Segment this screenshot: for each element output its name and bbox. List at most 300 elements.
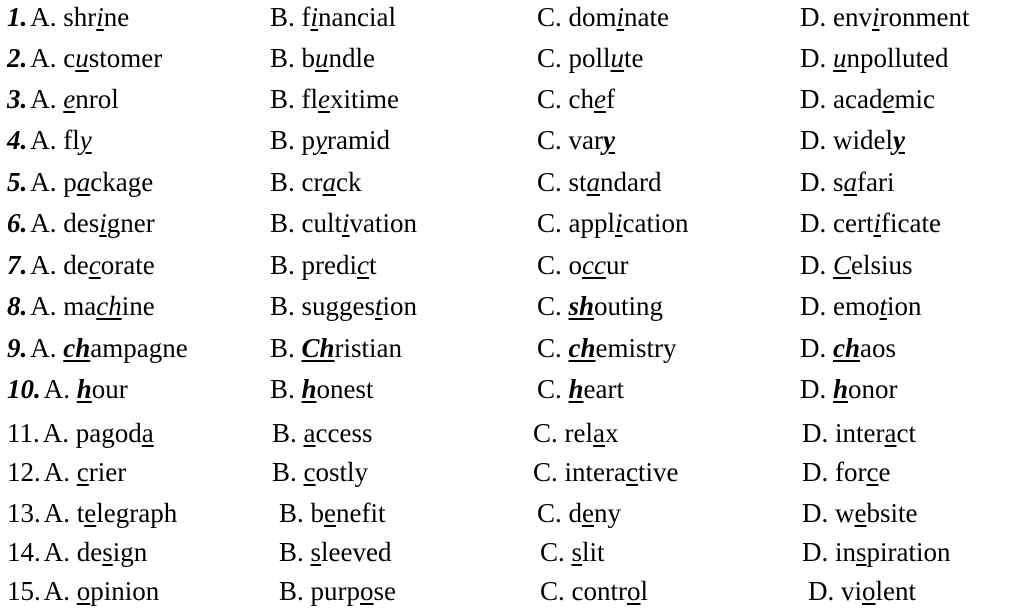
word-part: t (76, 498, 85, 528)
underlined-letters: a (303, 418, 316, 448)
word-part: widel (833, 125, 893, 155)
word-part: ostly (315, 457, 369, 487)
option-word (833, 208, 941, 238)
option-d (800, 287, 922, 325)
option-word (302, 250, 377, 280)
word-part: vation (349, 208, 418, 238)
word-part: f (301, 2, 311, 32)
option-word (302, 43, 376, 73)
underlined-letters: o (360, 576, 374, 606)
question-row (0, 414, 1024, 452)
underlined-letters: s (102, 537, 113, 567)
underlined-letters: a (884, 418, 897, 448)
option-letter: C. (533, 457, 558, 487)
option-word (565, 457, 679, 487)
option-word (835, 457, 890, 487)
underlined-letters: i (616, 2, 625, 32)
option-word (569, 498, 621, 528)
option-word (835, 498, 917, 528)
option-letter: D. (802, 457, 829, 487)
option-letter: C. (537, 84, 562, 114)
word-part: dom (568, 2, 617, 32)
option-letter: B. (270, 333, 295, 363)
option-letter: B. (270, 250, 295, 280)
option-word (569, 374, 625, 404)
option-a (7, 246, 155, 284)
underlined-letters: a (593, 418, 605, 448)
question-row (0, 370, 1024, 408)
word-part: vi (841, 576, 863, 606)
option-a (7, 163, 153, 201)
question-row (0, 572, 1024, 610)
option-word (833, 43, 949, 73)
question-row (0, 453, 1024, 491)
word-part: piration (866, 537, 951, 567)
word-part: legraph (96, 498, 178, 528)
option-d (800, 39, 949, 77)
word-part: lit (582, 537, 605, 567)
option-letter: B. (270, 208, 295, 238)
underlined-letters: h (76, 374, 92, 404)
option-word (311, 576, 397, 606)
word-part: our (91, 374, 128, 404)
question-row (0, 204, 1024, 242)
word-part: fari (857, 167, 895, 197)
option-b (279, 572, 396, 610)
option-b (270, 329, 402, 367)
word-part: aos (860, 333, 896, 363)
option-letter: D. (800, 167, 827, 197)
underlined-letters: i (342, 208, 350, 238)
option-word (833, 333, 896, 363)
word-part: o (568, 250, 583, 280)
word-part: orate (100, 250, 155, 280)
underlined-letters: h (568, 374, 584, 404)
option-d (802, 494, 917, 532)
word-part: pagod (75, 418, 142, 448)
option-word (569, 250, 629, 280)
word-part: des (63, 208, 100, 238)
word-part: d (568, 498, 583, 528)
word-part: ckage (90, 167, 154, 197)
option-a (7, 533, 147, 571)
option-c (537, 494, 621, 532)
word-part: intera (564, 457, 626, 487)
option-letter: A. (43, 498, 70, 528)
underlined-letters: i (871, 2, 880, 32)
word-part: p (63, 167, 77, 197)
underlined-letters: c (88, 250, 101, 280)
option-b (270, 39, 375, 77)
option-c (537, 246, 628, 284)
option-word (833, 167, 894, 197)
underlined-letters: t (879, 291, 888, 321)
option-a (7, 414, 154, 452)
option-letter: A. (30, 167, 57, 197)
option-word (76, 418, 154, 448)
option-b (270, 287, 417, 325)
question-number: 8. (7, 291, 28, 321)
word-part: e (878, 457, 891, 487)
option-d (800, 329, 896, 367)
option-letter: B. (270, 167, 295, 197)
word-part: in (835, 537, 857, 567)
option-word (833, 2, 969, 32)
option-word (63, 167, 153, 197)
underlined-letters: i (99, 208, 107, 238)
option-c (540, 572, 648, 610)
word-part: appl (568, 208, 616, 238)
word-part: ristian (334, 333, 403, 363)
option-letter: A. (42, 418, 69, 448)
word-part: inter (835, 418, 885, 448)
option-word (63, 333, 187, 363)
question-row (0, 533, 1024, 571)
option-b (272, 414, 372, 452)
option-letter: D. (800, 374, 827, 404)
option-word (833, 250, 913, 280)
option-a (7, 572, 159, 610)
option-word (77, 457, 126, 487)
option-letter: D. (800, 333, 827, 363)
option-word (569, 208, 689, 238)
option-word (302, 167, 362, 197)
option-d (800, 0, 969, 36)
word-part: tive (637, 457, 679, 487)
option-word (302, 2, 396, 32)
question-number: 5. (7, 167, 28, 197)
option-b (270, 246, 377, 284)
question-number: 10. (7, 374, 41, 404)
word-part: npolluted (846, 43, 949, 73)
word-part: ur (605, 250, 629, 280)
word-part: eart (583, 374, 625, 404)
word-part: st (568, 167, 587, 197)
option-word (302, 374, 374, 404)
option-b (270, 370, 374, 408)
word-part: f (605, 84, 615, 114)
option-c (537, 163, 662, 201)
option-word (302, 291, 418, 321)
underlined-letters: e (318, 84, 330, 114)
word-part: te (624, 43, 644, 73)
option-b (270, 121, 390, 159)
word-part: nate (624, 2, 670, 32)
option-d (802, 414, 916, 452)
underlined-letters: c (76, 457, 89, 487)
option-word (569, 125, 615, 155)
question-row (0, 246, 1024, 284)
option-word (77, 576, 160, 606)
option-c (540, 533, 605, 571)
underlined-letters: e (324, 498, 336, 528)
word-part: mic (894, 84, 935, 114)
option-d (808, 572, 916, 610)
option-a (7, 204, 155, 242)
option-letter: A. (30, 208, 57, 238)
word-part: p (301, 125, 316, 155)
option-word (63, 291, 154, 321)
option-c (533, 414, 618, 452)
option-a (7, 453, 126, 491)
option-letter: B. (270, 84, 295, 114)
question-number: 12. (7, 457, 41, 487)
word-part: ny (594, 498, 621, 528)
option-letter: C. (537, 125, 562, 155)
option-word (63, 43, 162, 73)
underlined-letters: a (322, 167, 336, 197)
question-number: 14. (7, 537, 41, 567)
word-part: ronment (879, 2, 970, 32)
word-part: cult (301, 208, 343, 238)
option-d (800, 204, 941, 242)
question-number: 1. (7, 2, 28, 32)
option-a (7, 329, 188, 367)
option-word (569, 2, 670, 32)
option-d (800, 163, 894, 201)
option-letter: D. (800, 250, 827, 280)
word-part: c (63, 43, 76, 73)
word-part: ine (121, 291, 155, 321)
option-d (802, 533, 951, 571)
word-part: fl (63, 125, 80, 155)
option-word (63, 125, 91, 155)
underlined-letters: o (627, 576, 641, 606)
underlined-letters: y (893, 125, 905, 155)
word-part: w (835, 498, 855, 528)
question-number: 6. (7, 208, 28, 238)
word-part: rel (564, 418, 593, 448)
underlined-letters: t (375, 291, 383, 321)
word-part: elsius (851, 250, 913, 280)
underlined-letters: i (96, 2, 104, 32)
option-letter: B. (272, 418, 297, 448)
option-letter: D. (808, 576, 835, 606)
word-part: ndle (328, 43, 376, 73)
option-letter: D. (800, 291, 827, 321)
word-part: ck (336, 167, 362, 197)
question-number: 3. (7, 84, 28, 114)
option-c (537, 370, 624, 408)
word-part: acad (833, 84, 883, 114)
option-word (63, 84, 118, 114)
underlined-letters: h (301, 374, 317, 404)
underlined-letters: u (833, 43, 847, 73)
underlined-letters: e (63, 84, 76, 114)
option-word (833, 125, 905, 155)
underlined-letters: i (873, 208, 881, 238)
underlined-letters: i (615, 208, 623, 238)
option-letter: A. (43, 576, 70, 606)
question-number: 15. (7, 576, 41, 606)
option-word (311, 498, 386, 528)
word-part: ch (568, 84, 594, 114)
option-word (569, 167, 662, 197)
word-part: rier (88, 457, 127, 487)
underlined-letters: sh (568, 291, 595, 321)
option-letter: B. (279, 498, 304, 528)
word-part: nrol (75, 84, 119, 114)
option-word (302, 84, 399, 114)
underlined-letters: e (882, 84, 895, 114)
option-letter: A. (30, 43, 57, 73)
option-letter: C. (537, 43, 562, 73)
option-letter: D. (800, 2, 827, 32)
word-part: onest (316, 374, 374, 404)
underlined-letters: o (76, 576, 91, 606)
underlined-letters: u (610, 43, 625, 73)
word-part: s (833, 167, 844, 197)
word-part: ampagne (90, 333, 188, 363)
option-a (7, 287, 155, 325)
option-word (77, 537, 148, 567)
question-number: 13. (7, 498, 41, 528)
word-part: pinion (90, 576, 160, 606)
option-word (835, 418, 916, 448)
option-letter: A. (30, 291, 57, 321)
option-a (7, 80, 119, 118)
option-word (304, 418, 373, 448)
option-letter: C. (540, 537, 565, 567)
underlined-letters: s (856, 537, 867, 567)
option-letter: A. (30, 333, 57, 363)
option-letter: C. (537, 374, 562, 404)
option-letter: A. (30, 84, 57, 114)
underlined-letters: y (79, 125, 92, 155)
option-d (800, 121, 905, 159)
word-part: onor (848, 374, 898, 404)
option-c (537, 80, 615, 118)
word-part: stomer (88, 43, 163, 73)
underlined-letters: e (582, 498, 594, 528)
underlined-letters: a (76, 167, 91, 197)
option-letter: A. (30, 250, 57, 280)
option-b (270, 80, 399, 118)
word-part: ma (63, 291, 97, 321)
underlined-letters: e (84, 498, 97, 528)
option-word (77, 374, 128, 404)
question-row (0, 39, 1024, 77)
underlined-letters: u (75, 43, 89, 73)
option-a (7, 0, 129, 36)
underlined-letters: s (310, 537, 322, 567)
option-letter: C. (540, 576, 565, 606)
underlined-letters: s (571, 537, 583, 567)
word-part: purp (310, 576, 361, 606)
option-letter: C. (533, 418, 558, 448)
word-part: leeved (321, 537, 392, 567)
underlined-letters: ch (63, 333, 91, 363)
option-letter: A. (30, 125, 57, 155)
word-part: ndard (600, 167, 662, 197)
option-letter: C. (537, 498, 562, 528)
option-word (311, 537, 392, 567)
word-part: l (640, 576, 649, 606)
word-part: ccess (315, 418, 373, 448)
option-word (569, 84, 615, 114)
underlined-letters: c (625, 457, 638, 487)
word-part: for (835, 457, 867, 487)
question-row (0, 0, 1024, 36)
word-part: contr (571, 576, 627, 606)
option-letter: D. (802, 418, 829, 448)
option-word (63, 250, 154, 280)
question-row (0, 494, 1024, 532)
underlined-letters: e (594, 84, 606, 114)
question-number: 9. (7, 333, 28, 363)
option-c (537, 121, 615, 159)
word-part: t (368, 250, 377, 280)
underlined-letters: c (866, 457, 879, 487)
option-b (272, 453, 368, 491)
word-part: ramid (327, 125, 390, 155)
underlined-letters: ch (96, 291, 122, 321)
option-letter: D. (800, 84, 827, 114)
option-b (270, 0, 396, 36)
underlined-letters: a (586, 167, 601, 197)
word-part: ct (896, 418, 916, 448)
word-part: se (373, 576, 397, 606)
word-part: gner (106, 208, 155, 238)
underlined-letters: cc (582, 250, 606, 280)
word-part: ign (112, 537, 148, 567)
word-part: b (301, 43, 316, 73)
option-word (565, 418, 619, 448)
option-word (833, 84, 935, 114)
underlined-letters: i (310, 2, 319, 32)
option-c (537, 204, 689, 242)
word-part: lent (875, 576, 917, 606)
option-letter: C. (537, 167, 562, 197)
underlined-letters: Ch (301, 333, 335, 363)
option-letter: C. (537, 250, 562, 280)
word-part: outing (594, 291, 664, 321)
word-part: var (568, 125, 603, 155)
option-letter: C. (537, 291, 562, 321)
question-row (0, 163, 1024, 201)
option-word (835, 537, 951, 567)
word-part: shr (63, 2, 97, 32)
option-letter: B. (270, 374, 295, 404)
underlined-letters: a (141, 418, 154, 448)
option-c (537, 39, 644, 77)
option-word (302, 208, 418, 238)
option-letter: A. (30, 2, 57, 32)
option-d (802, 453, 890, 491)
word-part: nancial (318, 2, 396, 32)
word-part: bsite (866, 498, 918, 528)
word-part: xitime (330, 84, 399, 114)
option-letter: D. (800, 208, 827, 238)
option-c (537, 329, 677, 367)
option-a (7, 121, 92, 159)
option-letter: D. (800, 43, 827, 73)
option-b (279, 533, 391, 571)
underlined-letters: o (862, 576, 876, 606)
option-a (7, 494, 177, 532)
underlined-letters: c (357, 250, 369, 280)
option-letter: B. (270, 43, 295, 73)
option-d (800, 370, 898, 408)
option-c (537, 0, 669, 36)
option-letter: B. (270, 125, 295, 155)
option-letter: D. (802, 537, 829, 567)
word-part: x (604, 418, 619, 448)
word-part: predi (301, 250, 357, 280)
option-letter: B. (270, 2, 295, 32)
question-row (0, 329, 1024, 367)
option-word (63, 208, 155, 238)
